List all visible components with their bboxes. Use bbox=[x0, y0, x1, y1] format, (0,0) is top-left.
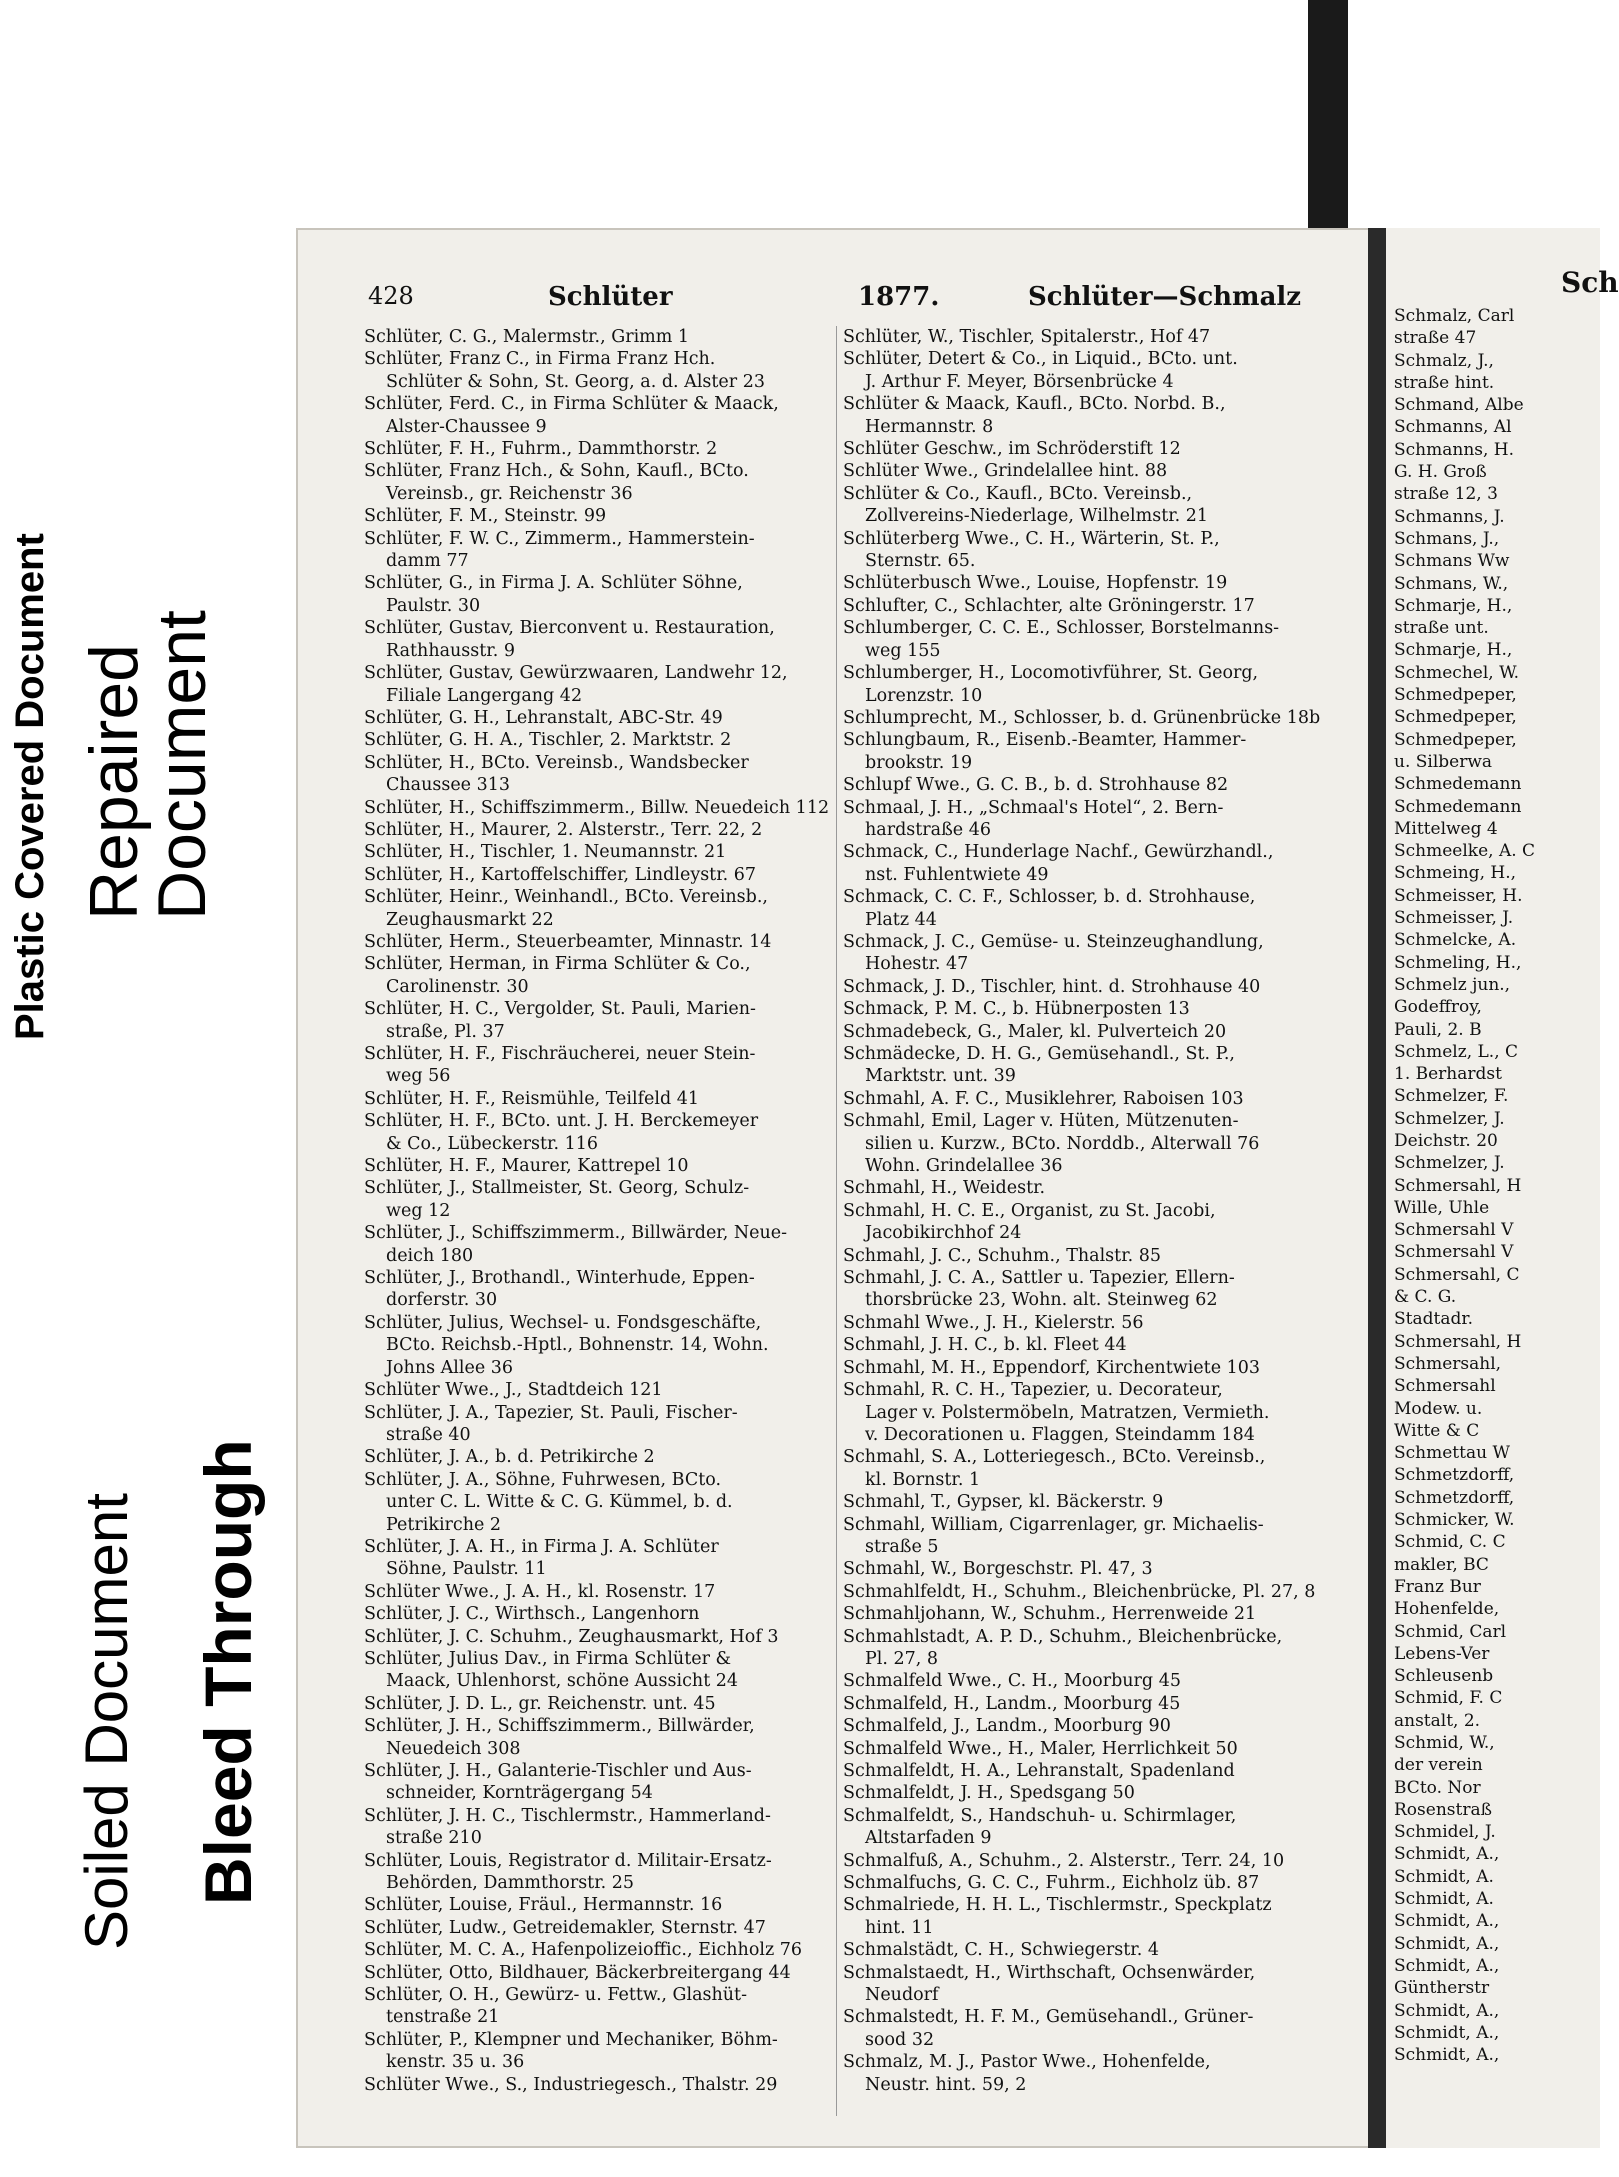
adjacent-line: Godeffroy, bbox=[1394, 997, 1482, 1018]
directory-entry: Schlüter, O. H., Gewürz- u. Fettw., Glashüt- bbox=[364, 1985, 748, 2006]
directory-entry: dorferstr. 30 bbox=[386, 1290, 498, 1311]
adjacent-line: Schmidt, A., bbox=[1394, 2045, 1500, 2066]
adjacent-line: der verein bbox=[1394, 1755, 1483, 1776]
adjacent-line: Schmidel, J. bbox=[1394, 1822, 1496, 1843]
directory-entry: Schmalfuß, A., Schuhm., 2. Alsterstr., Terr. 24, 10 bbox=[843, 1850, 1285, 1871]
directory-entry: Schlüter, J. H., Galanterie-Tischler und Aus- bbox=[364, 1761, 752, 1781]
header-year: 1877. bbox=[858, 282, 940, 312]
directory-entry: Schmalfeld Wwe., H., Maler, Herrlichkeit 50 bbox=[843, 1738, 1238, 1759]
adjacent-line: Schmarje, H., bbox=[1394, 640, 1513, 661]
directory-entry: Schmalfeld, H., Landm., Moorburg 45 bbox=[843, 1693, 1181, 1714]
directory-entry: Schmahl, W., Borgeschstr. Pl. 47, 3 bbox=[843, 1559, 1153, 1580]
adjacent-line: anstalt, 2. bbox=[1394, 1710, 1481, 1731]
label-repaired-line1: Repaired bbox=[76, 644, 152, 920]
directory-entry: Schlüter & Maack, Kaufl., BCto. Norbd. B., bbox=[843, 394, 1226, 415]
directory-entry: Schlungbaum, R., Eisenb.-Beamter, Hammer- bbox=[843, 730, 1247, 751]
adjacent-line: Schmidt, A., bbox=[1394, 1844, 1500, 1865]
directory-entry: Altstarfaden 9 bbox=[865, 1828, 992, 1849]
adjacent-line: Schleusenb bbox=[1394, 1666, 1494, 1687]
directory-entry: Hohestr. 47 bbox=[865, 954, 969, 975]
directory-entry: Schmahlfeldt, H., Schuhm., Bleichenbrücke, Pl. 27, 8 bbox=[843, 1581, 1316, 1602]
adjacent-line: Schmersahl V bbox=[1394, 1242, 1514, 1263]
adjacent-line: Schmedemann bbox=[1394, 796, 1522, 817]
directory-entry: weg 12 bbox=[386, 1200, 451, 1221]
directory-entry: Schlumberger, C. C. E., Schlosser, Borstelmanns- bbox=[843, 618, 1280, 639]
directory-entry: Schlüter & Sohn, St. Georg, a. d. Alster 23 bbox=[386, 371, 765, 392]
directory-entry: Schmalfeldt, H. A., Lehranstalt, Spadenland bbox=[843, 1761, 1235, 1781]
directory-entry: Schlüter, J. C., Wirthsch., Langenhorn bbox=[364, 1604, 700, 1625]
adjacent-line: G. H. Groß bbox=[1394, 462, 1487, 483]
adjacent-line: 1. Berhardst bbox=[1394, 1064, 1502, 1085]
directory-entry: Schlüter, Julius, Wechsel- u. Fondsgeschäfte, bbox=[364, 1312, 762, 1333]
directory-entry: Schlüter, G. H., Lehranstalt, ABC-Str. 49 bbox=[364, 707, 723, 728]
directory-entry: Schlüter, J., Schiffszimmerm., Billwärder, Neue- bbox=[364, 1223, 788, 1244]
directory-entry: Schlüter, J., Stallmeister, St. Georg, Schulz- bbox=[364, 1178, 750, 1199]
directory-entry: Schmahl, A. F. C., Musiklehrer, Raboisen 103 bbox=[843, 1088, 1244, 1109]
directory-entry: Schlüter, J. C. Schuhm., Zeughausmarkt, Hof 3 bbox=[364, 1626, 779, 1647]
directory-entry: Schlüter, H., Schiffszimmerm., Billw. Neuedeich 112 bbox=[364, 797, 830, 818]
adjacent-line: Schmelzer, J. bbox=[1394, 1153, 1505, 1174]
directory-entry: Schlüter, C. G., Malermstr., Grimm 1 bbox=[364, 327, 690, 347]
document-page bbox=[296, 228, 1376, 2148]
adjacent-line: straße hint. bbox=[1394, 372, 1495, 393]
header-right-title: Schlüter—Schmalz bbox=[1028, 282, 1302, 312]
adjacent-line: Schmid, W., bbox=[1394, 1733, 1495, 1753]
page-header bbox=[368, 282, 1344, 318]
adjacent-line: Schmeing, H., bbox=[1394, 863, 1517, 884]
adjacent-line: Schmans Ww bbox=[1394, 551, 1510, 572]
directory-entry: Neuedeich 308 bbox=[386, 1738, 521, 1759]
directory-entry: weg 155 bbox=[865, 640, 941, 661]
page-number: 428 bbox=[368, 282, 414, 310]
directory-entry: Jacobikirchhof 24 bbox=[865, 1223, 1022, 1244]
directory-entry: Schmalriede, H. H. L., Tischlermstr., Speckplatz bbox=[843, 1895, 1272, 1916]
adjacent-line: Schmans, W., bbox=[1394, 573, 1509, 594]
adjacent-line: Schmanns, Al bbox=[1394, 417, 1512, 438]
directory-entry: Schlüter, F. H., Fuhrm., Dammthorstr. 2 bbox=[364, 439, 718, 460]
adjacent-line: Schmalz, Carl bbox=[1394, 306, 1515, 326]
directory-entry: hint. 11 bbox=[865, 1917, 934, 1938]
adjacent-line: Schmand, Albe bbox=[1394, 395, 1524, 416]
directory-entry: Zeughausmarkt 22 bbox=[386, 909, 554, 930]
directory-entry: Schmahl, T., Gypser, kl. Bäckerstr. 9 bbox=[843, 1492, 1164, 1513]
directory-entry: thorsbrücke 23, Wohn. alt. Steinweg 62 bbox=[865, 1290, 1218, 1311]
directory-entry: Schlüter Wwe., J. A. H., kl. Rosenstr. 17 bbox=[364, 1581, 716, 1602]
adjacent-page-lines bbox=[1386, 305, 1600, 2066]
directory-entry: Schmack, C., Hunderlage Nachf., Gewürzhandl., bbox=[843, 842, 1274, 863]
adjacent-line: Schmersahl, H bbox=[1394, 1175, 1522, 1196]
directory-entry: unter C. L. Witte & C. G. Kümmel, b. d. bbox=[386, 1492, 733, 1513]
adjacent-line: straße unt. bbox=[1394, 618, 1489, 639]
directory-entry: deich 180 bbox=[386, 1245, 474, 1266]
adjacent-line: Deichstr. 20 bbox=[1394, 1130, 1498, 1151]
directory-entry: Schmalstädt, C. H., Schwiegerstr. 4 bbox=[843, 1940, 1159, 1961]
directory-entry: Schmalfeldt, S., Handschuh- u. Schirmlager, bbox=[843, 1805, 1237, 1826]
adjacent-line: Mittelweg 4 bbox=[1394, 818, 1498, 839]
directory-entry: Schmalfeld Wwe., C. H., Moorburg 45 bbox=[843, 1671, 1181, 1692]
directory-entry: Schlüter, Franz Hch., & Sohn, Kaufl., BCto. bbox=[364, 461, 749, 482]
directory-entry: Alster-Chaussee 9 bbox=[386, 416, 547, 437]
adjacent-line: Modew. u. bbox=[1394, 1398, 1483, 1419]
directory-entry: Schmack, J. D., Tischler, hint. d. Strohhause 40 bbox=[843, 976, 1261, 997]
directory-entry: Schlüter, J. A., Söhne, Fuhrwesen, BCto. bbox=[364, 1469, 722, 1490]
adjacent-line: Schmersahl, H bbox=[1394, 1331, 1522, 1352]
directory-entry: Schlüter, Ludw., Getreidemakler, Sternstr. 47 bbox=[364, 1917, 766, 1938]
directory-entry: Neustr. hint. 59, 2 bbox=[865, 2074, 1027, 2095]
directory-entry: Schlüter, Herman, in Firma Schlüter & Co., bbox=[364, 954, 751, 975]
directory-entry: Schmack, C. C. F., Schlosser, b. d. Strohhause, bbox=[843, 887, 1256, 908]
directory-entry: Schlüter, G., in Firma J. A. Schlüter Söhne, bbox=[364, 573, 743, 594]
directory-entry: Carolinenstr. 30 bbox=[386, 976, 529, 997]
adjacent-line: Stadtadr. bbox=[1394, 1309, 1474, 1330]
directory-entry: Johns Allee 36 bbox=[386, 1357, 514, 1378]
adjacent-line: Schmanns, H. bbox=[1394, 439, 1515, 460]
adjacent-line: Schmelz, L., C bbox=[1394, 1041, 1519, 1062]
directory-entry: Schmahljohann, W., Schuhm., Herrenweide 21 bbox=[843, 1604, 1257, 1625]
adjacent-line: Franz Bur bbox=[1394, 1576, 1481, 1597]
directory-entry: kenstr. 35 u. 36 bbox=[386, 2052, 525, 2073]
adjacent-page-header: Sch bbox=[1561, 266, 1619, 299]
directory-entry: damm 77 bbox=[386, 551, 469, 572]
right-column bbox=[843, 326, 1321, 2096]
directory-entry: Filiale Langergang 42 bbox=[386, 685, 583, 706]
directory-entry: Schlüter, H. F., BCto. unt. J. H. Berckemeyer bbox=[364, 1111, 759, 1132]
adjacent-line: Schmid, Carl bbox=[1394, 1621, 1507, 1642]
directory-entry: tenstraße 21 bbox=[386, 2007, 500, 2028]
directory-entry: Schmädecke, D. H. G., Gemüsehandl., St. P., bbox=[843, 1044, 1235, 1064]
directory-entry: Schlüter, J. A., Tapezier, St. Pauli, Fischer- bbox=[364, 1402, 738, 1423]
adjacent-line: Schmersahl V bbox=[1394, 1220, 1514, 1241]
adjacent-line: Schmersahl, bbox=[1394, 1353, 1502, 1374]
directory-entry: Schlüter, J. A., b. d. Petrikirche 2 bbox=[364, 1447, 655, 1468]
directory-entry: Rathhausstr. 9 bbox=[386, 640, 515, 661]
adjacent-line: Schmedpeper, bbox=[1394, 729, 1517, 750]
adjacent-line: Schmeling, H., bbox=[1394, 952, 1522, 973]
directory-entry: Schlüter Geschw., im Schröderstift 12 bbox=[843, 439, 1181, 460]
directory-entry: Vereinsb., gr. Reichenstr 36 bbox=[386, 483, 633, 504]
directory-entry: Schmahlstadt, A. P. D., Schuhm., Bleichenbrücke, bbox=[843, 1626, 1283, 1647]
directory-entry: straße, Pl. 37 bbox=[386, 1021, 505, 1042]
adjacent-page bbox=[1386, 228, 1619, 2148]
adjacent-line: Schmidt, A., bbox=[1394, 2000, 1500, 2021]
directory-entry: J. Arthur F. Meyer, Börsenbrücke 4 bbox=[865, 371, 1174, 392]
directory-entry: Schlüter, H., BCto. Vereinsb., Wandsbecker bbox=[364, 752, 749, 773]
directory-entry: Schmack, J. C., Gemüse- u. Steinzeughandlung, bbox=[843, 931, 1264, 952]
directory-entry: Schmadebeck, G., Maler, kl. Pulverteich 20 bbox=[843, 1021, 1227, 1042]
directory-entry: Schmahl, J. C., Schuhm., Thalstr. 85 bbox=[843, 1245, 1162, 1266]
directory-entry: Paulstr. 30 bbox=[386, 595, 481, 616]
directory-entry: Schlüter, P., Klempner und Mechaniker, Böhm- bbox=[364, 2029, 778, 2050]
directory-entry: brookstr. 19 bbox=[865, 752, 973, 773]
directory-entry: Schmahl, J. C. A., Sattler u. Tapezier, Ellern- bbox=[843, 1268, 1235, 1289]
directory-entry: Schlüter Wwe., J., Stadtdeich 121 bbox=[364, 1380, 663, 1401]
adjacent-line: Schmersahl bbox=[1394, 1376, 1496, 1397]
directory-entry: Schlumprecht, M., Schlosser, b. d. Grünenbrücke 18b bbox=[843, 707, 1321, 728]
adjacent-line: Schmeelke, A. C bbox=[1394, 841, 1536, 862]
directory-entry: Schlüter, Otto, Bildhauer, Bäckerbreitergang 44 bbox=[364, 1962, 791, 1983]
directory-entry: nst. Fuhlentwiete 49 bbox=[865, 864, 1049, 885]
directory-entry: Schlüter, J., Brothandl., Winterhude, Eppen- bbox=[364, 1268, 755, 1289]
adjacent-line: Schmidt, A., bbox=[1394, 2022, 1500, 2043]
adjacent-line: Schmid, F. C bbox=[1394, 1688, 1503, 1709]
adjacent-line: & C. G. bbox=[1394, 1287, 1457, 1308]
directory-entry: Schmahl Wwe., J. H., Kielerstr. 56 bbox=[843, 1312, 1144, 1333]
directory-entry: Petrikirche 2 bbox=[386, 1514, 502, 1535]
directory-entry: weg 56 bbox=[386, 1066, 451, 1087]
directory-entry: Söhne, Paulstr. 11 bbox=[386, 1559, 547, 1580]
adjacent-line: BCto. Nor bbox=[1394, 1777, 1481, 1798]
label-repaired bbox=[76, 610, 220, 920]
directory-entry: Schmahl, R. C. H., Tapezier, u. Decorateur, bbox=[843, 1380, 1223, 1401]
adjacent-line: Schmechel, W. bbox=[1394, 662, 1519, 683]
label-bleed-through: Bleed Through bbox=[191, 1439, 265, 1905]
adjacent-line: Schmicker, W. bbox=[1394, 1510, 1515, 1531]
column-divider bbox=[836, 326, 837, 2116]
directory-entry: Schmalz, M. J., Pastor Wwe., Hohenfelde, bbox=[843, 2052, 1211, 2073]
directory-entry: Schlüter, Gustav, Gewürzwaaren, Landwehr 12, bbox=[364, 663, 788, 684]
directory-entry: schneider, Kornträgergang 54 bbox=[386, 1783, 653, 1804]
directory-entry: Sternstr. 65. bbox=[865, 551, 976, 572]
directory-entry: Zollvereins-Niederlage, Wilhelmstr. 21 bbox=[865, 506, 1209, 527]
directory-entry: BCto. Reichsb.-Hptl., Bohnenstr. 14, Wohn. bbox=[386, 1335, 769, 1356]
adjacent-line: Schmetzdorff, bbox=[1394, 1487, 1515, 1508]
directory-entry: Schlüter Wwe., S., Industriegesch., Thalstr. 29 bbox=[364, 2074, 778, 2095]
adjacent-line: straße 12, 3 bbox=[1394, 484, 1498, 505]
directory-entry: Schlüter, H., Maurer, 2. Alsterstr., Terr. 22, 2 bbox=[364, 819, 763, 840]
directory-entry: Schlüter & Co., Kaufl., BCto. Vereinsb., bbox=[843, 483, 1193, 504]
directory-entry: Hermannstr. 8 bbox=[865, 416, 994, 437]
left-column bbox=[364, 326, 834, 2096]
directory-entry: Schmahl, H. C. E., Organist, zu St. Jacobi, bbox=[843, 1200, 1216, 1221]
directory-entry: straße 210 bbox=[386, 1828, 482, 1849]
directory-entry: Wohn. Grindelallee 36 bbox=[865, 1156, 1063, 1177]
directory-entry: Schmaal, J. H., „Schmaal's Hotel“, 2. Bern- bbox=[843, 797, 1224, 818]
directory-entry: Marktstr. unt. 39 bbox=[865, 1066, 1016, 1087]
adjacent-line: Schmidt, A., bbox=[1394, 1911, 1500, 1932]
adjacent-line: u. Silberwa bbox=[1394, 751, 1493, 772]
directory-entry: Schlupf Wwe., G. C. B., b. d. Strohhause 82 bbox=[843, 775, 1229, 796]
directory-entry: Schlüter Wwe., Grindelallee hint. 88 bbox=[843, 461, 1168, 482]
adjacent-line: Schmid, C. C bbox=[1394, 1532, 1506, 1553]
directory-entry: Schlüter, H., Kartoffelschiffer, Lindleystr. 67 bbox=[364, 864, 757, 885]
adjacent-line: Schmedpeper, bbox=[1394, 685, 1517, 706]
directory-entry: Schlüterbusch Wwe., Louise, Hopfenstr. 19 bbox=[843, 573, 1228, 594]
directory-entry: Schlüter, J. A. H., in Firma J. A. Schlüter bbox=[364, 1536, 719, 1557]
adjacent-line: straße 47 bbox=[1394, 328, 1477, 349]
directory-entry: Schlüter, Detert & Co., in Liquid., BCto. unt. bbox=[843, 349, 1238, 370]
directory-entry: Schlüter, Heinr., Weinhandl., BCto. Vereinsb., bbox=[364, 887, 768, 908]
adjacent-line: Güntherstr bbox=[1394, 1978, 1490, 1999]
adjacent-line: Schmelz jun., bbox=[1394, 974, 1511, 995]
annotation-labels bbox=[0, 0, 300, 2177]
directory-entry: Schlüter, H. C., Vergolder, St. Pauli, Marien- bbox=[364, 999, 756, 1020]
adjacent-line: Rosenstraß bbox=[1394, 1799, 1492, 1820]
directory-entry: Schmalfeldt, J. H., Spedsgang 50 bbox=[843, 1783, 1135, 1804]
label-repaired-line2: Document bbox=[144, 610, 220, 920]
directory-entry: Schmack, P. M. C., b. Hübnerposten 13 bbox=[843, 999, 1190, 1020]
directory-entry: Schlüter, H. F., Reismühle, Teilfeld 41 bbox=[364, 1088, 700, 1109]
directory-entry: silien u. Kurzw., BCto. Norddb., Alterwall 76 bbox=[865, 1133, 1260, 1154]
directory-entry: Schlüter, Ferd. C., in Firma Schlüter & Maack, bbox=[364, 394, 779, 415]
directory-entry: Neudorf bbox=[865, 1985, 939, 2006]
directory-entry: Schmahl, Emil, Lager v. Hüten, Mützenuten- bbox=[843, 1111, 1239, 1132]
directory-entry: Chaussee 313 bbox=[386, 775, 511, 796]
directory-entry: Schlüter, H. F., Fischräucherei, neuer Stein- bbox=[364, 1044, 756, 1064]
adjacent-line: Schmans, J., bbox=[1394, 528, 1500, 549]
adjacent-line: Schmidt, A., bbox=[1394, 1933, 1500, 1954]
directory-entry: Schlüter, Louise, Fräul., Hermannstr. 16 bbox=[364, 1895, 723, 1916]
directory-entry: Pl. 27, 8 bbox=[865, 1648, 939, 1669]
directory-entry: Schmahl, S. A., Lotteriegesch., BCto. Vereinsb., bbox=[843, 1447, 1266, 1468]
directory-entry: Schlüter, Louis, Registrator d. Militair-Ersatz- bbox=[364, 1850, 772, 1871]
adjacent-line: Pauli, 2. B bbox=[1394, 1019, 1482, 1040]
directory-entry: Platz 44 bbox=[865, 909, 937, 930]
header-left-title: Schlüter bbox=[548, 282, 673, 312]
directory-entry: Schmahl, William, Cigarrenlager, gr. Michaelis- bbox=[843, 1514, 1264, 1535]
directory-entry: Lager v. Polstermöbeln, Matratzen, Vermieth. bbox=[865, 1402, 1270, 1423]
directory-entry: straße 5 bbox=[865, 1536, 939, 1557]
label-plastic-covered: Plastic Covered Document bbox=[8, 533, 52, 1040]
book-gutter bbox=[1368, 228, 1386, 2148]
adjacent-line: Schmeisser, J. bbox=[1394, 908, 1514, 929]
adjacent-line: Schmalz, J., bbox=[1394, 350, 1494, 371]
adjacent-line: Schmarje, H., bbox=[1394, 595, 1513, 616]
adjacent-line: Schmersahl, C bbox=[1394, 1264, 1520, 1285]
adjacent-line: Witte & C bbox=[1394, 1420, 1480, 1441]
directory-entry: Schmalfuchs, G. C. C., Fuhrm., Eichholz üb. 87 bbox=[843, 1873, 1260, 1894]
directory-entry: Schlüter, Herm., Steuerbeamter, Minnastr. 14 bbox=[364, 931, 772, 952]
directory-entry: Schlüter, H., Tischler, 1. Neumannstr. 21 bbox=[364, 842, 727, 863]
adjacent-line: Schmidt, A., bbox=[1394, 1955, 1500, 1976]
directory-entry: Schlüter, F. M., Steinstr. 99 bbox=[364, 506, 607, 527]
directory-entry: kl. Bornstr. 1 bbox=[865, 1469, 981, 1490]
adjacent-line: Wille, Uhle bbox=[1394, 1197, 1490, 1218]
adjacent-line: Schmelcke, A. bbox=[1394, 930, 1517, 951]
directory-entry: Behörden, Dammthorstr. 25 bbox=[386, 1873, 635, 1894]
directory-entry: Schlüter, W., Tischler, Spitalerstr., Hof 47 bbox=[843, 327, 1211, 347]
directory-entry: Lorenzstr. 10 bbox=[865, 685, 983, 706]
adjacent-line: Hohenfelde, bbox=[1394, 1599, 1500, 1620]
directory-entry: v. Decorationen u. Flaggen, Steindamm 184 bbox=[865, 1424, 1255, 1445]
adjacent-line: Schmelzer, J. bbox=[1394, 1108, 1505, 1129]
directory-entry: Schmahl, M. H., Eppendorf, Kirchentwiete 103 bbox=[843, 1357, 1261, 1378]
directory-entry: Schlüter, J. H. C., Tischlermstr., Hammerland- bbox=[364, 1805, 771, 1826]
directory-entry: Schlüter, J. D. L., gr. Reichenstr. unt. 45 bbox=[364, 1693, 716, 1714]
directory-entry: sood 32 bbox=[865, 2029, 935, 2050]
directory-entry: Schlüter, Julius Dav., in Firma Schlüter & bbox=[364, 1648, 732, 1669]
adjacent-line: Schmidt, A. bbox=[1394, 1866, 1494, 1887]
directory-entry: Schlüter, H. F., Maurer, Kattrepel 10 bbox=[364, 1156, 689, 1177]
directory-entry: Schmalstaedt, H., Wirthschaft, Ochsenwärder, bbox=[843, 1962, 1256, 1983]
directory-entry: Schlüter, Gustav, Bierconvent u. Restauration, bbox=[364, 618, 775, 639]
directory-entry: Schlüter, F. W. C., Zimmerm., Hammerstein- bbox=[364, 528, 755, 549]
adjacent-line: Schmanns, J. bbox=[1394, 506, 1505, 527]
directory-entry: Schlüter, G. H. A., Tischler, 2. Marktstr. 2 bbox=[364, 730, 732, 751]
adjacent-line: Schmettau W bbox=[1394, 1443, 1510, 1464]
adjacent-line: Schmedemann bbox=[1394, 774, 1522, 795]
directory-entry: Schlüter, M. C. A., Hafenpolizeioffic., Eichholz 76 bbox=[364, 1940, 803, 1961]
directory-entry: Schlumberger, H., Locomotivführer, St. Georg, bbox=[843, 663, 1259, 684]
directory-entry: Schlüter, Franz C., in Firma Franz Hch. bbox=[364, 349, 716, 370]
directory-entry: Schmahl, H., Weidestr. bbox=[843, 1178, 1046, 1199]
directory-entry: Maack, Uhlenhorst, schöne Aussicht 24 bbox=[386, 1671, 739, 1692]
adjacent-line: Schmelzer, F. bbox=[1394, 1086, 1509, 1107]
adjacent-line: Schmedpeper, bbox=[1394, 707, 1517, 728]
adjacent-line: Schmetzdorff, bbox=[1394, 1465, 1515, 1486]
directory-entry: Schmalstedt, H. F. M., Gemüsehandl., Grüner- bbox=[843, 2007, 1254, 2028]
bookmark-ribbon bbox=[1308, 0, 1348, 240]
directory-entry: Schmahl, J. H. C., b. kl. Fleet 44 bbox=[843, 1335, 1127, 1356]
adjacent-line: Schmeisser, H. bbox=[1394, 885, 1523, 906]
directory-entry: Schlüterberg Wwe., C. H., Wärterin, St. P., bbox=[843, 528, 1220, 549]
directory-entry: & Co., Lübeckerstr. 116 bbox=[386, 1133, 599, 1154]
label-soiled: Soiled Document bbox=[73, 1493, 140, 1950]
adjacent-line: Lebens-Ver bbox=[1394, 1643, 1490, 1664]
directory-entry: straße 40 bbox=[386, 1424, 471, 1445]
adjacent-line: Schmidt, A. bbox=[1394, 1889, 1494, 1910]
directory-entry: Schlufter, C., Schlachter, alte Gröningerstr. 17 bbox=[843, 595, 1255, 616]
directory-entry: Schmalfeld, J., Landm., Moorburg 90 bbox=[843, 1716, 1171, 1737]
directory-entry: Schlüter, J. H., Schiffszimmerm., Billwärder, bbox=[364, 1716, 755, 1737]
directory-entry: hardstraße 46 bbox=[865, 819, 991, 840]
adjacent-line: makler, BC bbox=[1394, 1554, 1489, 1575]
